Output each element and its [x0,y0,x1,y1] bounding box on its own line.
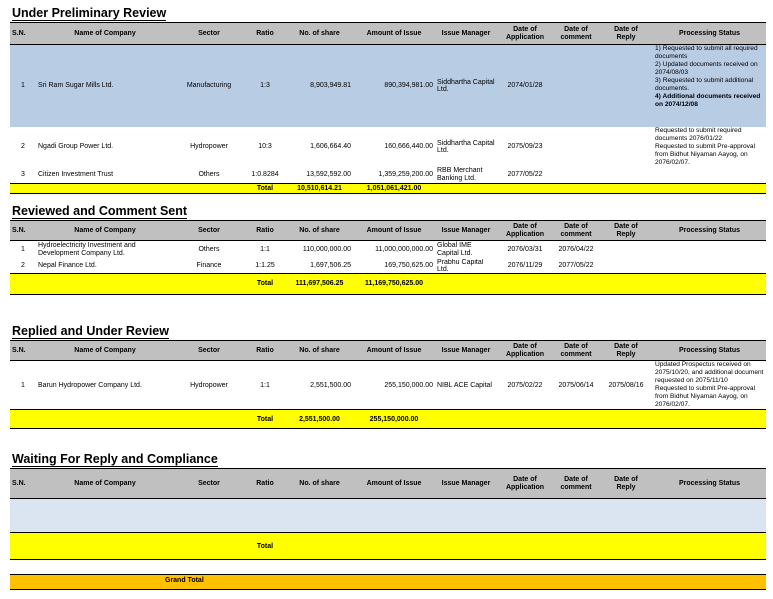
cell-sn: 1 [10,45,36,127]
total-label: Total [244,533,286,560]
cell-amount: 890,394,981.00 [353,45,435,127]
cell-shares: 1,697,506.25 [286,259,353,274]
cell-company: Hydroelectricity Investment and Development Company Ltd. [36,241,174,259]
status-line: Updated Prospectus received on 2075/10/20, and additional document requested on 2075/11/10 [655,361,764,384]
cell-ratio: 1:0.8284 [244,167,286,184]
cell-date-application: 2075/02/22 [497,361,553,410]
header-company: Name of Company [36,23,174,45]
cell-date-comment: 2075/06/14 [553,361,599,410]
cell-date-application: 2076/11/29 [497,259,553,274]
section-title: Waiting For Reply and Compliance [12,452,218,466]
section-title: Reviewed and Comment Sent [12,204,188,218]
total-shares: 2,551,500.00 [286,410,353,429]
section-title: Under Preliminary Review [12,6,167,20]
table-row [10,361,766,410]
section-replied-and-under-review [10,324,766,429]
cell-date-application: 2074/01/28 [497,45,553,127]
header-date-comment: Date of comment [553,221,599,241]
total-amount: 11,169,750,625.00 [353,273,435,294]
cell-sn: 2 [10,127,36,167]
cell-shares: 1,606,664.40 [286,127,353,167]
status-line: Requested to submit Pre-approval from Bidhut Niyaman Aayog, on 2076/02/07. [655,142,756,166]
section-waiting-for-reply [10,452,766,560]
header-shares: No. of share [286,23,353,45]
table-row [10,259,766,274]
total-row [10,410,766,429]
cell-manager: Siddhartha Capital Ltd. [435,45,497,127]
table-header-row [10,23,766,45]
cell-company: Nepal Finance Ltd. [36,259,174,274]
header-sector: Sector [174,341,244,361]
cell-shares: 13,592,592.00 [286,167,353,184]
cell-sector: Manufacturing [174,45,244,127]
table-row [10,127,766,167]
empty-row [10,499,766,533]
header-manager: Issue Manager [435,341,497,361]
status-line: 4) Additional documents received on 2074/12/08 [655,93,761,108]
cell-sector: Others [174,241,244,259]
cell-date-reply [599,241,653,259]
cell-date-reply [599,259,653,274]
header-shares: No. of share [286,221,353,241]
header-date-comment: Date of comment [553,469,599,499]
table-header-row [10,341,766,361]
header-date-application: Date of Application [497,341,553,361]
cell-sn: 2 [10,259,36,274]
cell-status [653,259,766,274]
cell-date-comment [553,167,599,184]
header-date-application: Date of Application [497,221,553,241]
cell-amount: 255,150,000.00 [353,361,435,410]
header-amount: Amount of Issue [353,469,435,499]
header-date-reply: Date of Reply [599,23,653,45]
header-date-application: Date of Application [497,469,553,499]
total-row [10,273,766,294]
cell-shares: 2,551,500.00 [286,361,353,410]
header-sn: S.N. [10,341,36,361]
cell-shares: 110,000,000.00 [286,241,353,259]
table-row [10,241,766,259]
header-date-reply: Date of Reply [599,469,653,499]
total-amount [353,533,435,560]
header-sn: S.N. [10,221,36,241]
cell-date-application: 2075/09/23 [497,127,553,167]
cell-date-application: 2077/05/22 [497,167,553,184]
header-status: Processing Status [653,469,766,499]
cell-status [653,167,766,184]
cell-sn: 1 [10,241,36,259]
cell-sn: 3 [10,167,36,184]
section-table [10,220,766,295]
cell-status [653,45,766,127]
total-label: Total [244,410,286,429]
cell-sn: 1 [10,361,36,410]
total-amount: 1,051,061,421.00 [353,184,435,194]
cell-ratio: 1:1 [244,241,286,259]
cell-date-reply [599,127,653,167]
header-status: Processing Status [653,221,766,241]
table-row [10,45,766,127]
status-line: Requested to submit required documents 2076/01/22 [655,126,742,142]
cell-shares: 8,903,949.81 [286,45,353,127]
header-shares: No. of share [286,469,353,499]
cell-date-comment [553,45,599,127]
cell-sector: Finance [174,259,244,274]
header-date-comment: Date of comment [553,341,599,361]
header-company: Name of Company [36,221,174,241]
cell-amount: 1,359,259,200.00 [353,167,435,184]
cell-manager: RBB Merchant Banking Ltd. [435,167,497,184]
total-label: Total [244,273,286,294]
section-title: Replied and Under Review [12,324,169,338]
cell-manager: Siddhartha Capital Ltd. [435,127,497,167]
total-label: Total [244,184,286,194]
header-sector: Sector [174,469,244,499]
cell-status [653,127,766,167]
header-sn: S.N. [10,469,36,499]
cell-date-application: 2076/03/31 [497,241,553,259]
cell-sector: Hydropower [174,361,244,410]
header-date-reply: Date of Reply [599,341,653,361]
section-table [10,340,766,429]
status-line: 3) Requested to submit additional documents. [655,77,754,92]
header-date-comment: Date of comment [553,23,599,45]
cell-company: Ngadi Group Power Ltd. [36,127,174,167]
table-row [10,167,766,184]
cell-date-reply [599,167,653,184]
table-header-row [10,221,766,241]
section-under-preliminary-review [10,6,766,194]
table-header-row [10,469,766,499]
status-line: Requested to submit Pre-approval from Bidhut Niyaman Aayog, on 2076/02/07. [655,385,756,408]
cell-date-comment: 2076/04/22 [553,241,599,259]
total-amount: 255,150,000.00 [353,410,435,429]
header-sn: S.N. [10,23,36,45]
cell-status [653,361,766,410]
cell-status [653,241,766,259]
header-ratio: Ratio [244,469,286,499]
header-ratio: Ratio [244,221,286,241]
section-table [10,22,766,194]
cell-company: Citizen Investment Trust [36,167,174,184]
header-ratio: Ratio [244,23,286,45]
cell-sector: Hydropower [174,127,244,167]
header-amount: Amount of Issue [353,23,435,45]
header-amount: Amount of Issue [353,341,435,361]
total-shares: 10,510,614.21 [286,184,353,194]
cell-sector: Others [174,167,244,184]
header-sector: Sector [174,23,244,45]
cell-date-comment: 2077/05/22 [553,259,599,274]
grand-total-row [10,574,766,590]
total-row [10,533,766,560]
cell-ratio: 1:1 [244,361,286,410]
header-amount: Amount of Issue [353,221,435,241]
cell-amount: 169,750,625.00 [353,259,435,274]
header-company: Name of Company [36,469,174,499]
cell-ratio: 1:1.25 [244,259,286,274]
status-line: 1) Requested to submit all required documents [655,45,758,60]
total-shares: 111,697,506.25 [286,273,353,294]
cell-company: Sri Ram Sugar Mills Ltd. [36,45,174,127]
header-date-reply: Date of Reply [599,221,653,241]
total-row [10,184,766,194]
cell-amount: 11,000,000,000.00 [353,241,435,259]
header-manager: Issue Manager [435,23,497,45]
section-table [10,468,766,560]
cell-manager: NIBL ACE Capital [435,361,497,410]
section-reviewed-and-comment-sent [10,204,766,295]
cell-ratio: 10:3 [244,127,286,167]
header-shares: No. of share [286,341,353,361]
total-shares [286,533,353,560]
cell-manager: Prabhu Capital Ltd. [435,259,497,274]
grand-total-label: Grand Total [165,577,204,584]
cell-date-reply [599,45,653,127]
header-date-application: Date of Application [497,23,553,45]
as-on-date-note [590,0,651,1]
header-ratio: Ratio [244,341,286,361]
cell-date-comment [553,127,599,167]
header-manager: Issue Manager [435,221,497,241]
header-status: Processing Status [653,341,766,361]
cell-manager: Global IME Capital Ltd. [435,241,497,259]
header-sector: Sector [174,221,244,241]
header-status: Processing Status [653,23,766,45]
cell-amount: 160,666,440.00 [353,127,435,167]
header-manager: Issue Manager [435,469,497,499]
header-company: Name of Company [36,341,174,361]
cell-date-reply: 2075/08/16 [599,361,653,410]
cell-company: Barun Hydropower Company Ltd. [36,361,174,410]
cell-ratio: 1:3 [244,45,286,127]
status-line: 2) Updated documents received on 2074/08/03 [655,61,758,76]
